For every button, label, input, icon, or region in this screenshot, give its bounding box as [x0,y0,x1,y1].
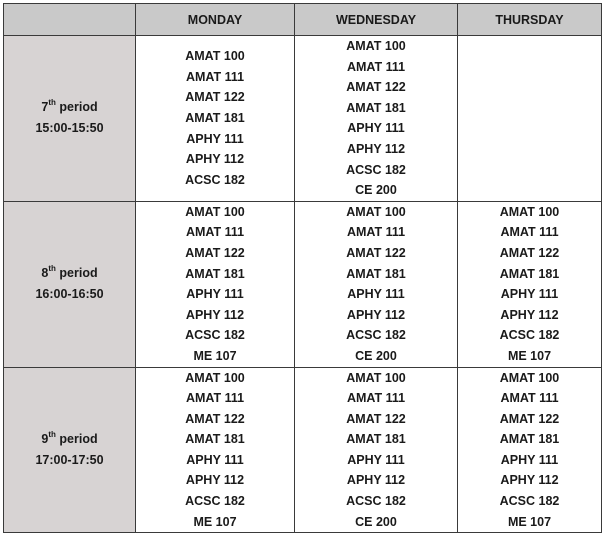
course-item: AMAT 100 [346,370,406,385]
course-item: AMAT 122 [346,245,406,260]
course-item: AMAT 111 [185,391,245,406]
course-item: AMAT 100 [185,204,245,219]
course-list [136,202,294,367]
period-word: period [55,431,98,446]
course-item: ACSC 182 [499,494,560,509]
thursday-cell [458,367,602,533]
course-item: AMAT 122 [185,411,245,426]
course-item: AMAT 111 [185,225,245,240]
course-item: AMAT 181 [499,432,560,447]
course-item: APHY 112 [346,141,406,156]
course-list [458,368,601,533]
course-item: AMAT 181 [185,266,245,281]
course-item: AMAT 111 [346,225,406,240]
course-item: AMAT 181 [346,100,406,115]
monday-cell [136,36,295,202]
header-thursday: THURSDAY [458,4,602,36]
course-item: APHY 112 [185,307,245,322]
course-item: AMAT 122 [499,411,560,426]
course-item: AMAT 100 [499,370,560,385]
wednesday-cell [295,367,458,533]
course-item: CE 200 [355,183,397,198]
course-item: APHY 112 [185,152,245,167]
course-item: AMAT 181 [346,432,406,447]
period-suffix: th [48,429,56,439]
table-row [4,367,602,533]
course-item: APHY 112 [346,473,406,488]
course-item: APHY 111 [347,121,405,136]
course-item: AMAT 181 [185,111,245,126]
period-word: period [55,100,98,115]
course-item: AMAT 111 [346,59,406,74]
period-label [4,263,135,284]
header-monday: MONDAY [136,4,295,36]
course-item: APHY 111 [186,452,244,467]
period-number: 8 [41,266,49,281]
period-label [4,429,135,450]
header-row [4,4,602,36]
course-item: AMAT 111 [500,225,559,240]
course-item: ME 107 [507,514,552,529]
schedule-table [3,3,602,533]
course-item: AMAT 100 [185,370,245,385]
course-item: AMAT 181 [499,266,560,281]
monday-cell [136,367,295,533]
course-item: AMAT 122 [499,245,560,260]
course-item: AMAT 111 [346,391,406,406]
thursday-cell [458,36,602,202]
course-item: AMAT 100 [346,39,406,53]
course-item: ME 107 [193,348,237,363]
period-cell [4,36,136,202]
course-item: APHY 111 [500,287,559,302]
period-suffix: th [48,98,56,108]
course-item: APHY 112 [500,473,559,488]
course-item: AMAT 122 [346,411,406,426]
course-item: APHY 111 [186,287,244,302]
header-wednesday: WEDNESDAY [295,4,458,36]
course-item: ACSC 182 [346,162,406,177]
course-item: APHY 111 [186,131,244,146]
course-item: ME 107 [507,348,552,363]
course-item: AMAT 181 [185,432,245,447]
course-item: APHY 111 [500,452,559,467]
schedule-container [3,3,602,533]
course-item: CE 200 [355,514,397,529]
period-suffix: th [48,263,56,273]
course-item: ME 107 [193,514,237,529]
course-item: AMAT 122 [346,80,406,95]
period-label [4,97,135,118]
course-item: AMAT 122 [185,245,245,260]
course-item: ACSC 182 [499,328,560,343]
course-item: ACSC 182 [346,494,406,509]
course-item: APHY 112 [346,307,406,322]
course-item: APHY 111 [347,287,405,302]
course-item: ACSC 182 [185,494,245,509]
course-list [458,202,601,367]
thursday-cell [458,201,602,367]
monday-cell [136,201,295,367]
period-word: period [55,266,98,281]
course-list [295,368,457,533]
course-list [295,202,457,367]
course-item: AMAT 100 [185,49,245,64]
period-number: 7 [41,100,49,115]
course-item: APHY 112 [500,307,559,322]
header-corner [4,4,136,36]
wednesday-cell [295,36,458,202]
wednesday-cell [295,201,458,367]
course-list [136,368,294,533]
course-item: ACSC 182 [346,328,406,343]
course-list [295,36,457,201]
course-item: ACSC 182 [185,172,245,187]
period-time: 16:00-16:50 [35,287,104,302]
course-item: AMAT 100 [499,204,560,219]
period-time: 15:00-15:50 [35,121,104,136]
course-item: AMAT 122 [185,90,245,105]
course-item: CE 200 [355,348,397,363]
course-item: AMAT 100 [346,204,406,219]
course-item: AMAT 181 [346,266,406,281]
course-item: APHY 111 [347,452,405,467]
table-row [4,201,602,367]
period-cell [4,367,136,533]
course-list [136,46,294,190]
course-item: ACSC 182 [185,328,245,343]
course-item: APHY 112 [185,473,245,488]
course-item: AMAT 111 [185,69,245,84]
table-row [4,36,602,202]
period-cell [4,201,136,367]
course-item: AMAT 111 [500,391,559,406]
period-time: 17:00-17:50 [35,452,104,467]
period-number: 9 [41,431,49,446]
